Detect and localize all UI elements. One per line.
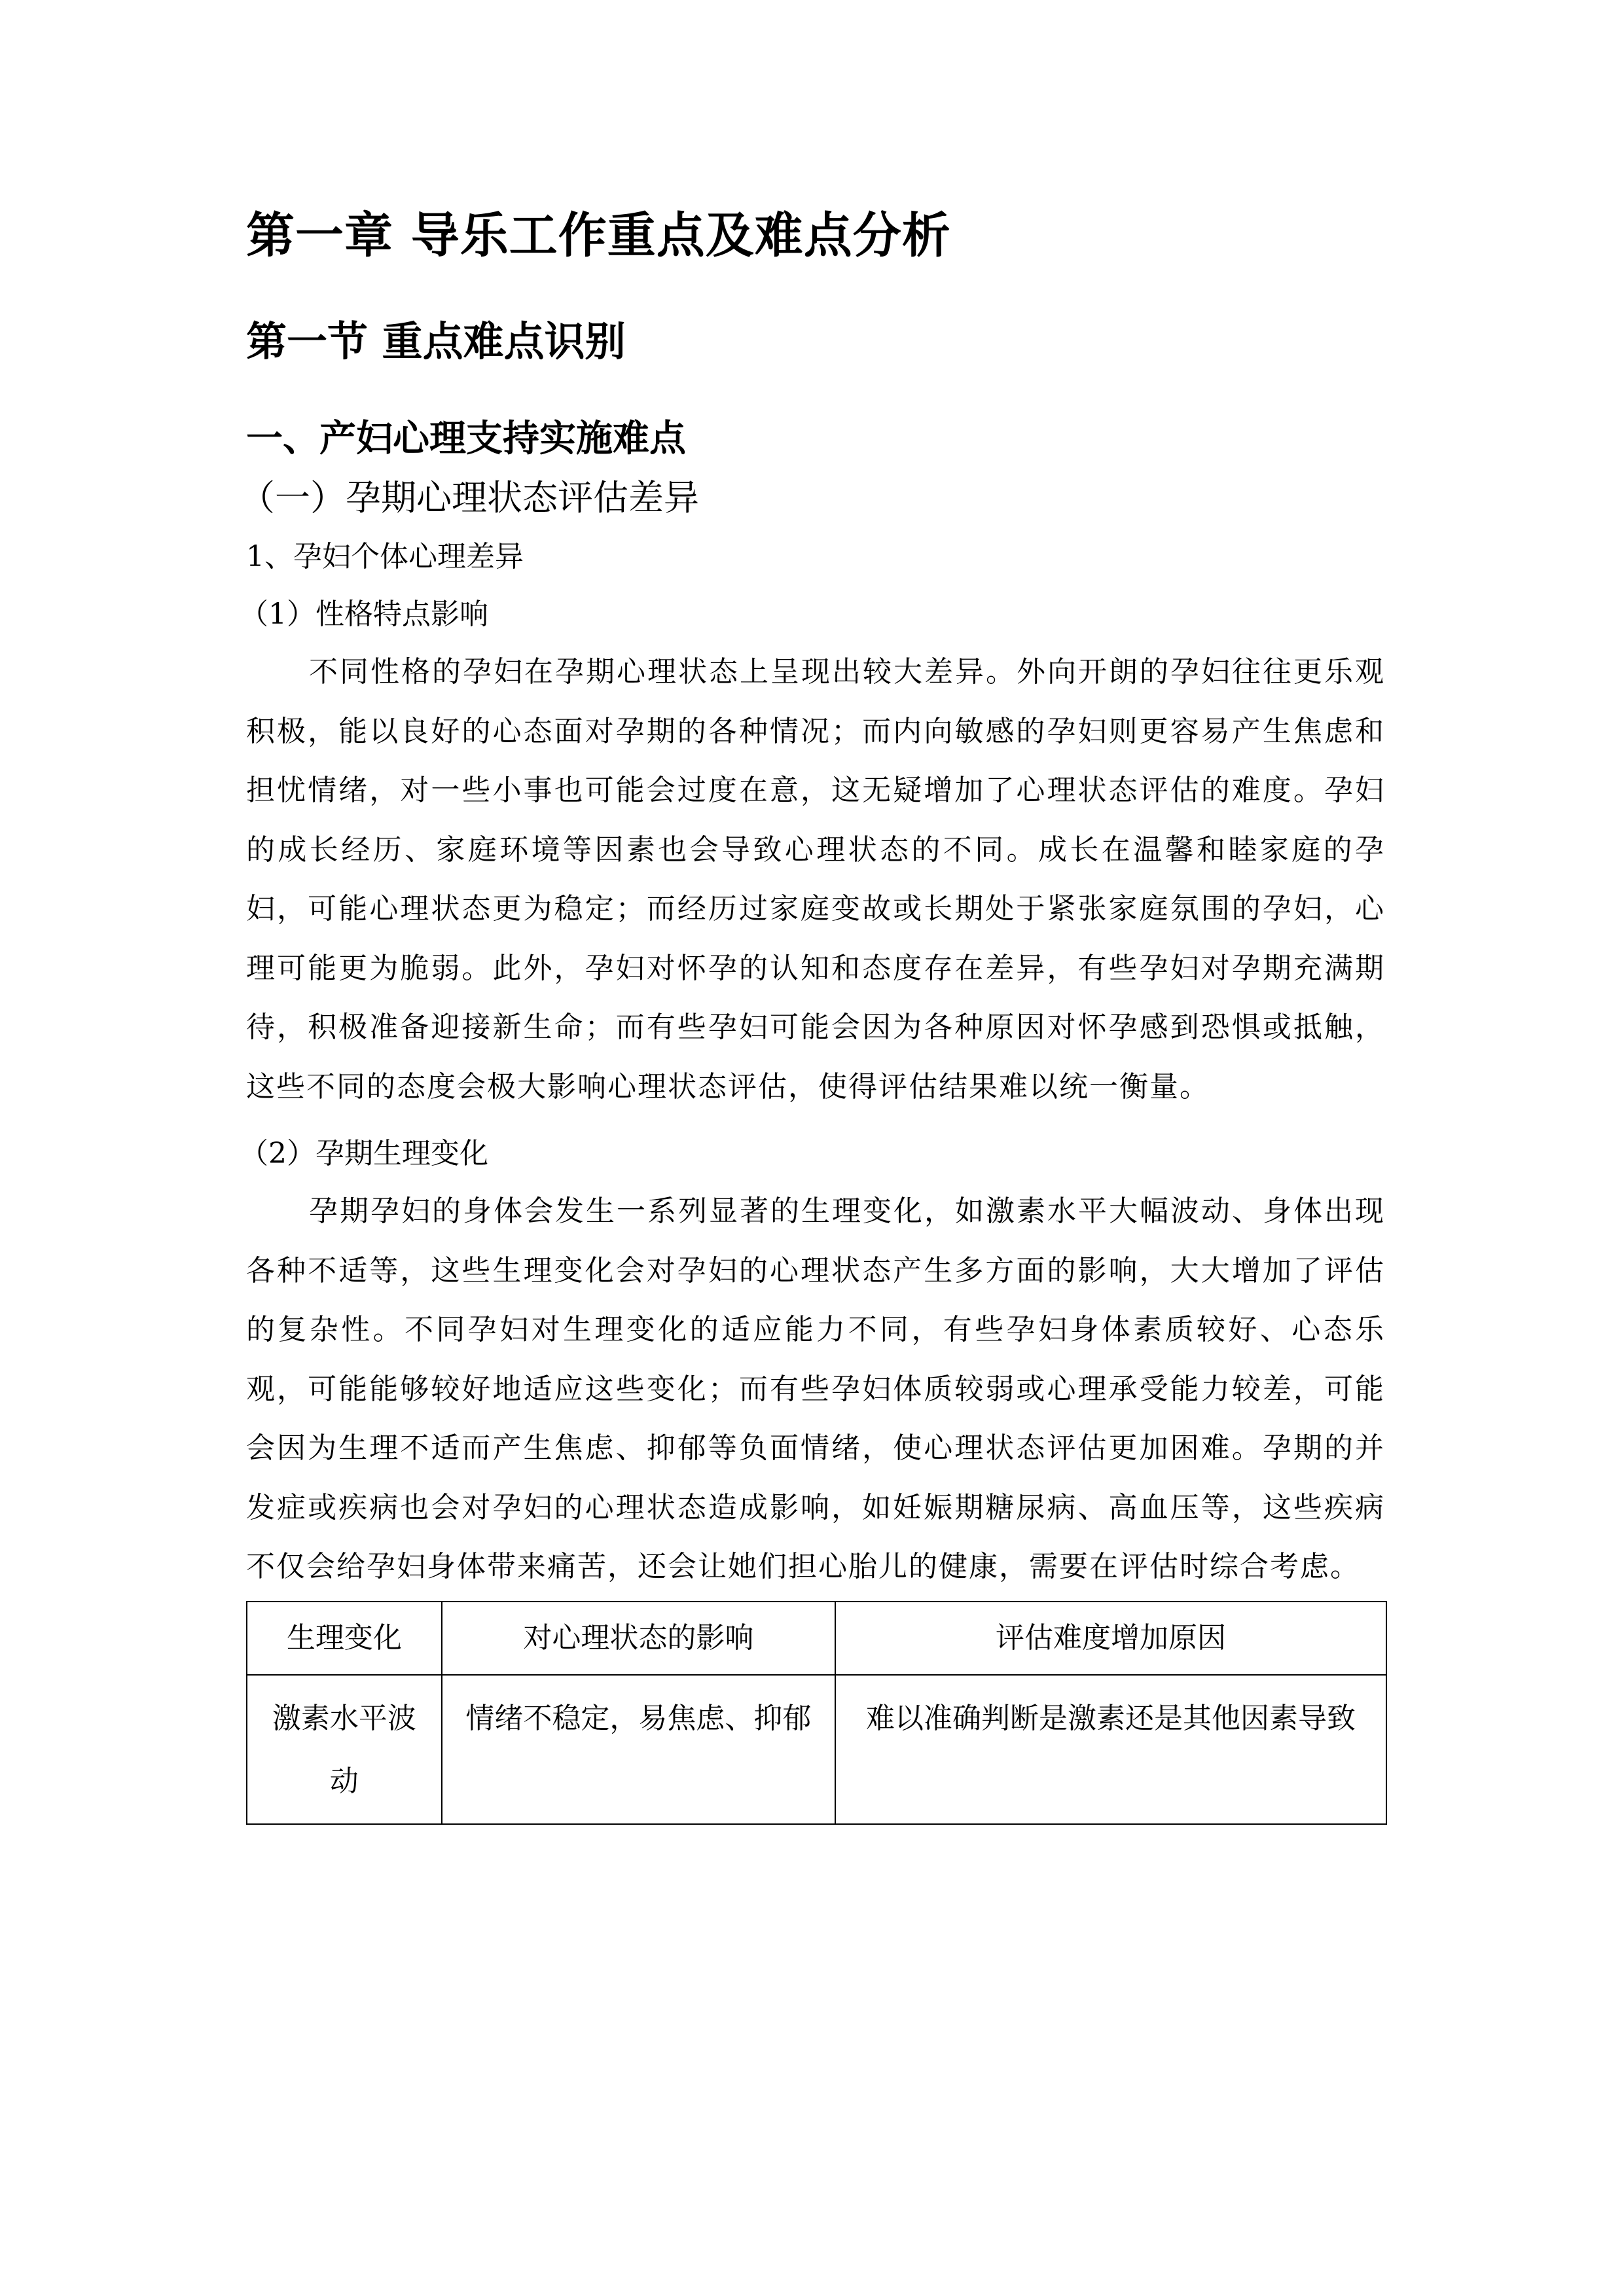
table-header-cell: 对心理状态的影响 — [442, 1602, 835, 1675]
sub-item-title-physiology: （2）孕期生理变化 — [240, 1137, 488, 1170]
item-title: 1、孕妇个体心理差异 — [246, 540, 524, 573]
physiology-impact-table — [246, 1601, 1387, 1825]
table-header-cell: 评估难度增加原因 — [835, 1602, 1386, 1675]
sub-subsection-title: （一）孕期心理状态评估差异 — [240, 477, 699, 518]
subsection-title: 一、产妇心理支持实施难点 — [246, 418, 686, 460]
table-cell: 情绪不稳定，易焦虑、抑郁 — [442, 1675, 835, 1824]
paragraph-physiology: 孕期孕妇的身体会发生一系列显著的生理变化，如激素水平大幅波动、身体出现各种不适等，这些生理变化会对孕妇的心理状态产生多方面的影响，大大增加了评估的复杂性。不同孕妇对生理变化的适应能力不同，有些孕妇身体素质较好、心态乐观，可能能够较好地适应这些变化；而有些孕妇体质较弱或心理承受能力较差，可能会因为生理不适而产生焦虑、抑郁等负面情绪，使心理状态评估更加困难。孕期的并发症或疾病也会对孕妇的心理状态造成影响，如妊娠期糖尿病、高血压等，这些疾病不仅会给孕妇身体带来痛苦，还会让她们担心胎儿的健康，需要在评估时综合考虑。 — [246, 1194, 1385, 1583]
section-title: 第一节 重点难点识别 — [246, 317, 626, 365]
table-cell: 激素水平波动 — [247, 1675, 442, 1824]
chapter-title: 第一章 导乐工作重点及难点分析 — [246, 207, 951, 264]
sub-item-title-personality: （1）性格特点影响 — [240, 598, 488, 631]
table-header-cell: 生理变化 — [247, 1602, 442, 1675]
table-header-row — [247, 1602, 1386, 1675]
table-cell: 难以准确判断是激素还是其他因素导致 — [835, 1675, 1386, 1824]
paragraph-personality: 不同性格的孕妇在孕期心理状态上呈现出较大差异。外向开朗的孕妇往往更乐观积极，能以良好的心态面对孕期的各种情况；而内向敏感的孕妇则更容易产生焦虑和担忧情绪，对一些小事也可能会过度在意，这无疑增加了心理状态评估的难度。孕妇的成长经历、家庭环境等因素也会导致心理状态的不同。成长在温馨和睦家庭的孕妇，可能心理状态更为稳定；而经历过家庭变故或长期处于紧张家庭氛围的孕妇，心理可能更为脆弱。此外，孕妇对怀孕的认知和态度存在差异，有些孕妇对孕期充满期待，积极准备迎接新生命；而有些孕妇可能会因为各种原因对怀孕感到恐惧或抵触，这些不同的态度会极大影响心理状态评估，使得评估结果难以统一衡量。 — [246, 655, 1385, 1103]
document-content — [240, 196, 1385, 1825]
table-row — [247, 1675, 1386, 1824]
